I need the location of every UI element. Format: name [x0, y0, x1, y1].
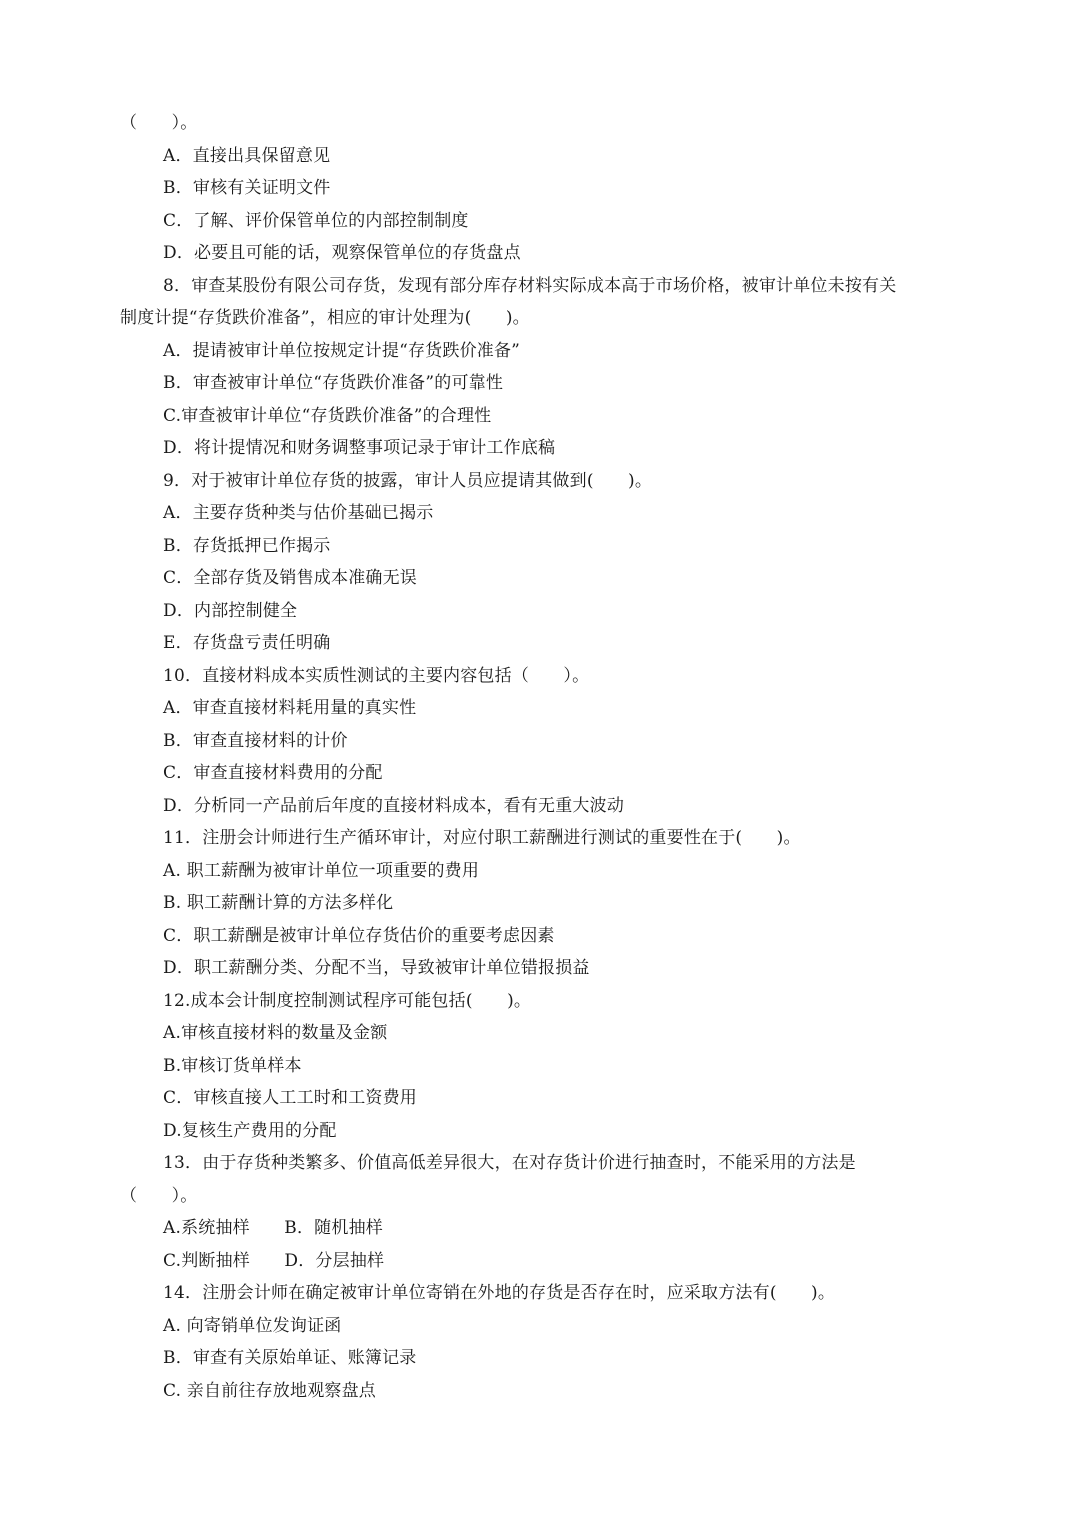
q12-option-b: B.审核订货单样本: [163, 1056, 302, 1076]
q9-option-c: C．全部存货及销售成本准确无误: [163, 568, 418, 588]
q12-option-c: C．审核直接人工工时和工资费用: [163, 1088, 418, 1108]
q8-option-b: B．审查被审计单位“存货跌价准备”的可靠性: [163, 373, 504, 393]
q11-option-c: C．职工薪酬是被审计单位存货估价的重要考虑因素: [163, 926, 555, 946]
q7-option-d: D．必要且可能的话，观察保管单位的存货盘点: [163, 243, 521, 263]
question-9-stem: 9．对于被审计单位存货的披露，审计人员应提请其做到( )。: [163, 471, 653, 491]
q14-option-b: B．审查有关原始单证、账簿记录: [163, 1348, 417, 1368]
q11-option-a: A. 职工薪酬为被审计单位一项重要的费用: [163, 861, 480, 881]
q12-option-d: D.复核生产费用的分配: [163, 1121, 337, 1141]
q7-option-c: C．了解、评价保管单位的内部控制制度: [163, 211, 469, 231]
question-8-stem-cont: 制度计提“存货跌价准备”，相应的审计处理为( )。: [120, 308, 530, 328]
q7-option-b: B．审核有关证明文件: [163, 178, 331, 198]
q14-option-a: A. 向寄销单位发询证函: [163, 1316, 342, 1336]
question-8-stem: 8．审查某股份有限公司存货，发现有部分库存材料实际成本高于市场价格，被审计单位未按有关: [163, 276, 897, 296]
question-12-stem: 12.成本会计制度控制测试程序可能包括( )。: [163, 991, 532, 1011]
q10-option-d: D．分析同一产品前后年度的直接材料成本，看有无重大波动: [163, 796, 625, 816]
q9-option-e: E．存货盘亏责任明确: [163, 633, 331, 653]
q8-option-d: D．将计提情况和财务调整事项记录于审计工作底稿: [163, 438, 556, 458]
q13-options-ab: A.系统抽样 B．随机抽样: [163, 1218, 383, 1238]
question-7-stem-end: （ ）。: [120, 113, 198, 133]
q10-option-b: B．审查直接材料的计价: [163, 731, 348, 751]
q10-option-c: C．审查直接材料费用的分配: [163, 763, 383, 783]
question-11-stem: 11．注册会计师进行生产循环审计，对应付职工薪酬进行测试的重要性在于( )。: [163, 828, 801, 848]
q9-option-b: B．存货抵押已作揭示: [163, 536, 331, 556]
q14-option-c: C. 亲自前往存放地观察盘点: [163, 1381, 377, 1401]
q9-option-d: D．内部控制健全: [163, 601, 298, 621]
q11-option-d: D．职工薪酬分类、分配不当，导致被审计单位错报损益: [163, 958, 590, 978]
q11-option-b: B. 职工薪酬计算的方法多样化: [163, 893, 394, 913]
q8-option-a: A．提请被审计单位按规定计提“存货跌价准备”: [163, 341, 521, 361]
q10-option-a: A．审查直接材料耗用量的真实性: [163, 698, 417, 718]
question-14-stem: 14．注册会计师在确定被审计单位寄销在外地的存货是否存在时，应采取方法有( )。: [163, 1283, 836, 1303]
q12-option-a: A.审核直接材料的数量及金额: [163, 1023, 388, 1043]
question-13-stem-cont: （ ）。: [120, 1186, 198, 1206]
q13-options-cd: C.判断抽样 D．分层抽样: [163, 1251, 385, 1271]
question-10-stem: 10．直接材料成本实质性测试的主要内容包括（ ）。: [163, 666, 590, 686]
question-13-stem: 13．由于存货种类繁多、价值高低差异很大，在对存货计价进行抽查时，不能采用的方法是: [163, 1153, 856, 1173]
q9-option-a: A．主要存货种类与估价基础已揭示: [163, 503, 434, 523]
q7-option-a: A．直接出具保留意见: [163, 146, 331, 166]
q8-option-c: C.审查被审计单位“存货跌价准备”的合理性: [163, 406, 492, 426]
